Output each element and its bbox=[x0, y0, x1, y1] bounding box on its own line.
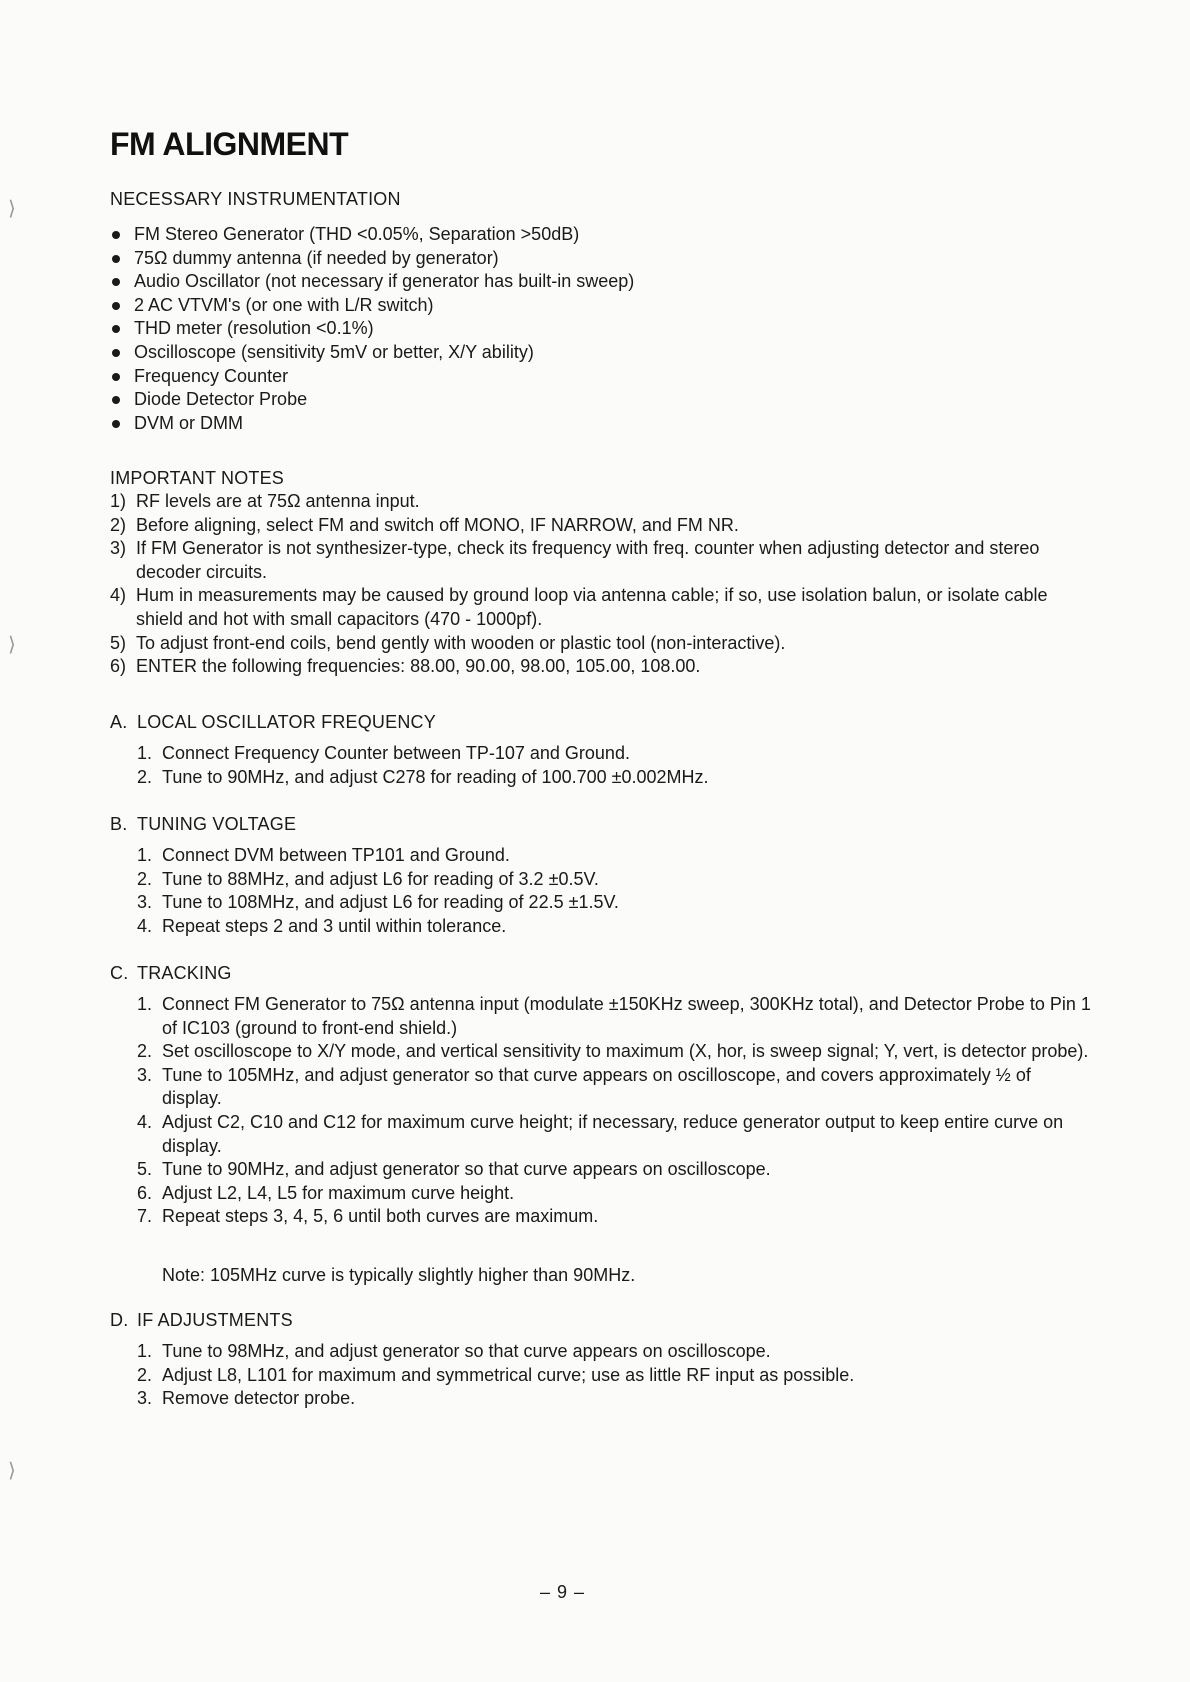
list-item: DVM or DMM bbox=[110, 412, 634, 436]
section-d-steps bbox=[137, 1340, 1095, 1411]
step-item: 1. Connect DVM between TP101 and Ground. bbox=[137, 845, 510, 865]
note-item: 2) Before aligning, select FM and switch off MONO, IF NARROW, and FM NR. bbox=[110, 514, 739, 535]
step-item: 3. Tune to 108MHz, and adjust L6 for reading of 22.5 ±1.5V. bbox=[137, 892, 619, 913]
step-item: 3. Tune to 105MHz, and adjust generator so that curve appears on oscilloscope, and covers approximately ½ of display. bbox=[137, 1064, 1031, 1109]
section-c-steps bbox=[137, 993, 1095, 1229]
list-item: Audio Oscillator (not necessary if generator has built-in sweep) bbox=[110, 270, 634, 294]
step-item: 2. Tune to 88MHz, and adjust L6 for reading of 3.2 ±0.5V. bbox=[137, 868, 599, 889]
note-item: 5) To adjust front-end coils, bend gently with wooden or plastic tool (non-interactive). bbox=[110, 632, 786, 653]
section-a-steps bbox=[137, 742, 1095, 789]
step-item: 4. Adjust C2, C10 and C12 for maximum curve height; if necessary, reduce generator output to keep entire curve on display. bbox=[137, 1111, 1064, 1156]
list-item: FM Stereo Generator (THD <0.05%, Separation >50dB) bbox=[110, 223, 634, 247]
step-item: 2. Set oscilloscope to X/Y mode, and vertical sensitivity to maximum (X, hor, is sweep signal; Y, vert, is detector probe). bbox=[137, 1041, 1089, 1062]
note-item: 4) Hum in measurements may be caused by ground loop via antenna cable; if so, use isolation balun, or isolate cable shield and hot with small capacitors (470 - 1000pf). bbox=[110, 585, 1048, 629]
section-b-steps bbox=[137, 844, 1095, 938]
bullet-icon bbox=[112, 325, 120, 333]
bullet-icon bbox=[112, 302, 120, 310]
page-number: – 9 – bbox=[540, 1582, 586, 1602]
list-item: 75Ω dummy antenna (if needed by generator) bbox=[110, 247, 634, 271]
step-item: 6. Adjust L2, L4, L5 for maximum curve height. bbox=[137, 1182, 515, 1203]
section-d-heading: D. IF ADJUSTMENTS bbox=[110, 1310, 293, 1330]
list-item: Frequency Counter bbox=[110, 365, 634, 389]
step-item: 2. Adjust L8, L101 for maximum and symmetrical curve; use as little RF input as possible. bbox=[137, 1364, 855, 1385]
page-title: FM ALIGNMENT bbox=[110, 126, 349, 162]
step-item: 1. Tune to 98MHz, and adjust generator so that curve appears on oscilloscope. bbox=[137, 1341, 771, 1361]
bullet-icon bbox=[112, 373, 120, 381]
step-item: 4. Repeat steps 2 and 3 until within tolerance. bbox=[137, 915, 507, 936]
binder-mark: ⟩ bbox=[8, 1460, 16, 1482]
notes-list bbox=[110, 490, 1095, 679]
instrumentation-list bbox=[110, 223, 634, 435]
step-item: 7. Repeat steps 3, 4, 5, 6 until both curves are maximum. bbox=[137, 1206, 599, 1227]
note-item: 6) ENTER the following frequencies: 88.00, 90.00, 98.00, 105.00, 108.00. bbox=[110, 656, 701, 677]
binder-mark: ⟩ bbox=[8, 634, 16, 656]
note-item: 1) RF levels are at 75Ω antenna input. bbox=[110, 491, 420, 511]
tracking-note: Note: 105MHz curve is typically slightly higher than 90MHz. bbox=[162, 1265, 636, 1285]
bullet-icon bbox=[112, 278, 120, 286]
bullet-icon bbox=[112, 420, 120, 428]
step-item: 5. Tune to 90MHz, and adjust generator so that curve appears on oscilloscope. bbox=[137, 1159, 771, 1180]
section-a-heading: A. LOCAL OSCILLATOR FREQUENCY bbox=[110, 712, 436, 732]
list-item: Oscilloscope (sensitivity 5mV or better, X/Y ability) bbox=[110, 341, 634, 365]
step-item: 1. Connect FM Generator to 75Ω antenna input (modulate ±150KHz sweep, 300KHz total), and Detector Probe to Pin 1 of IC103 (ground to front-end shield.) bbox=[137, 994, 1091, 1038]
bullet-icon bbox=[112, 349, 120, 357]
section-c-heading: C. TRACKING bbox=[110, 963, 232, 983]
list-item: THD meter (resolution <0.1%) bbox=[110, 317, 634, 341]
instrumentation-heading: NECESSARY INSTRUMENTATION bbox=[110, 189, 401, 209]
notes-heading: IMPORTANT NOTES bbox=[110, 468, 285, 488]
bullet-icon bbox=[112, 255, 120, 263]
section-b-heading: B. TUNING VOLTAGE bbox=[110, 814, 297, 834]
list-item: 2 AC VTVM's (or one with L/R switch) bbox=[110, 294, 634, 318]
note-item: 3) If FM Generator is not synthesizer-type, check its frequency with freq. counter when adjusting detector and stereo decoder circuits. bbox=[110, 538, 1040, 582]
binder-mark: ⟩ bbox=[8, 198, 16, 220]
step-item: 3. Remove detector probe. bbox=[137, 1388, 356, 1409]
step-item: 2. Tune to 90MHz, and adjust C278 for reading of 100.700 ±0.002MHz. bbox=[137, 766, 709, 787]
bullet-icon bbox=[112, 231, 120, 239]
bullet-icon bbox=[112, 396, 120, 404]
list-item: Diode Detector Probe bbox=[110, 388, 634, 412]
step-item: 1. Connect Frequency Counter between TP-107 and Ground. bbox=[137, 743, 630, 763]
